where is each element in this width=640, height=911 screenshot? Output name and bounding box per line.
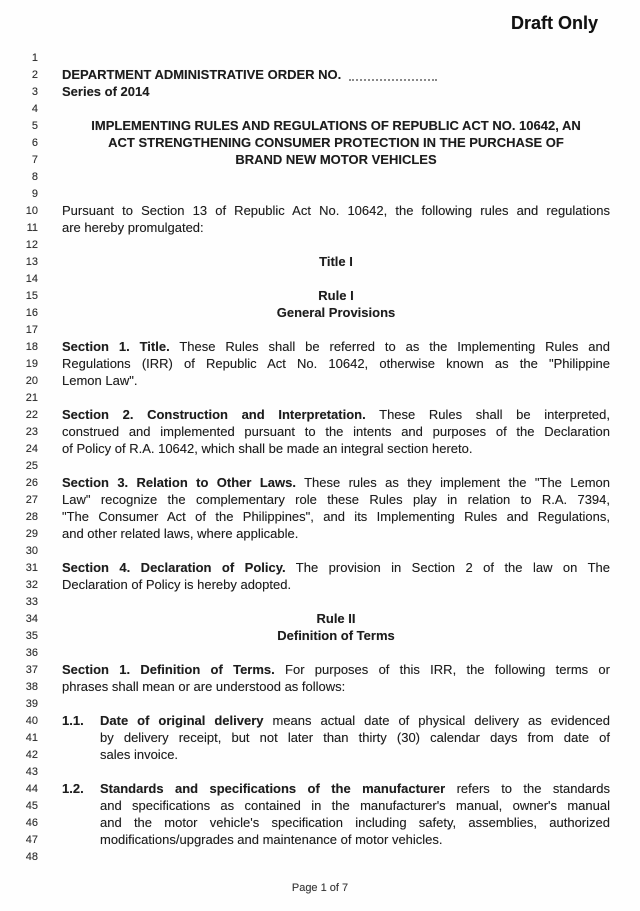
order-title: DEPARTMENT ADMINISTRATIVE ORDER NO.: [62, 67, 342, 82]
line-number: 38: [25, 681, 38, 693]
doc-line: [0, 236, 640, 253]
line-number: 46: [25, 817, 38, 829]
section-2-line: [62, 406, 610, 423]
line-text: are hereby promulgated:: [62, 220, 204, 235]
line-text: [62, 49, 610, 66]
line-text: Lemon Law".: [62, 373, 138, 388]
line-number: 33: [25, 596, 38, 608]
doc-line: [0, 355, 640, 372]
document-body: [0, 49, 640, 865]
line-text: [62, 593, 610, 610]
line-text: Law" recognize the complementary role these Rules play in relation to R.A. 7394,: [62, 492, 610, 507]
line-number: 21: [25, 392, 38, 404]
line-number: 31: [25, 562, 38, 574]
section-3-line: [62, 474, 610, 491]
line-number: 3: [31, 86, 38, 98]
doc-line: [0, 542, 640, 559]
doc-line: [0, 321, 640, 338]
doc-line: [0, 389, 640, 406]
line-number: 25: [25, 460, 38, 472]
line-text: For purposes of this IRR, the following terms or: [274, 662, 610, 677]
line-text: Regulations (IRR) of Republic Act No. 10642, otherwise known as the "Philippine: [62, 356, 610, 371]
section-2-label: Section 2. Construction and Interpretation.: [62, 407, 366, 422]
line-number: 2: [31, 69, 38, 81]
line-number: 48: [25, 851, 38, 863]
doc-line: [0, 406, 640, 423]
doc-line: [0, 508, 640, 525]
line-text: and specifications as contained in the manufacturer's manual, owner's manual: [100, 798, 610, 813]
line-number: 17: [25, 324, 38, 336]
line-number: 27: [25, 494, 38, 506]
defined-term: Standards and specifications of the manufacturer: [100, 781, 446, 796]
rule-2-heading: Rule II: [316, 611, 356, 626]
doc-line: [0, 831, 640, 848]
doc-line: [0, 372, 640, 389]
draft-only-watermark: Draft Only: [510, 13, 598, 33]
main-title-line: ACT STRENGTHENING CONSUMER PROTECTION IN THE PURCHASE OF: [108, 135, 564, 150]
line-number: 22: [25, 409, 38, 421]
item-marker: 1.2.: [62, 781, 84, 796]
doc-line: [0, 202, 640, 219]
doc-line: [0, 66, 640, 83]
line-text: phrases shall mean or are understood as follows:: [62, 679, 346, 694]
rule-1-subheading: General Provisions: [276, 305, 396, 320]
line-number: 41: [25, 732, 38, 744]
line-number: 45: [25, 800, 38, 812]
line-number: 39: [25, 698, 38, 710]
line-number: 29: [25, 528, 38, 540]
title-1-heading: Title I: [319, 254, 353, 269]
line-text: [62, 848, 610, 865]
doc-line: [0, 219, 640, 236]
line-number: 7: [31, 154, 38, 166]
line-number: 20: [25, 375, 38, 387]
line-number: 28: [25, 511, 38, 523]
doc-line: [0, 423, 640, 440]
line-text: sales invoice.: [100, 747, 179, 762]
doc-line: [0, 491, 640, 508]
line-text: [62, 236, 610, 253]
line-text: "The Consumer Act of the Philippines", and its Implementing Rules and Regulations,: [62, 509, 610, 524]
line-text: These Rules shall be referred to as the Implementing Rules and: [169, 339, 610, 354]
line-text: [62, 100, 610, 117]
series-line: [62, 83, 610, 100]
main-title-line: IMPLEMENTING RULES AND REGULATIONS OF REPUBLIC ACT NO. 10642, AN: [91, 118, 581, 133]
doc-line: [0, 797, 640, 814]
line-text: means actual date of physical delivery as evidenced: [263, 713, 610, 728]
doc-line: [0, 678, 640, 695]
doc-line: [0, 661, 640, 678]
line-text: by delivery receipt, but not later than thirty (30) calendar days from date of: [100, 730, 610, 745]
line-text: and the motor vehicle's specification including safety, assemblies, authorized: [100, 815, 610, 830]
doc-line: [0, 576, 640, 593]
line-number: 11: [26, 222, 38, 234]
doc-line: [0, 559, 640, 576]
line-text: The provision in Section 2 of the law on The: [285, 560, 610, 575]
line-number: 18: [25, 341, 38, 353]
line-number: 1: [31, 52, 38, 64]
line-text: [62, 168, 610, 185]
doc-line: [0, 287, 640, 304]
line-number: 43: [25, 766, 38, 778]
doc-line: [0, 763, 640, 780]
line-number: 37: [25, 664, 38, 676]
doc-line: [0, 780, 640, 797]
doc-line: [0, 168, 640, 185]
line-number: 40: [25, 715, 38, 727]
line-text: Declaration of Policy is hereby adopted.: [62, 577, 292, 592]
series-label: Series of 2014: [62, 84, 150, 99]
line-text: Pursuant to Section 13 of Republic Act No. 10642, the following rules and regulations: [62, 203, 610, 218]
line-number: 16: [25, 307, 38, 319]
line-text: of Policy of R.A. 10642, which shall be made an integral section hereto.: [62, 441, 473, 456]
rule-1-heading: Rule I: [318, 288, 354, 303]
doc-line: [0, 83, 640, 100]
line-text: [62, 321, 610, 338]
doc-line: [0, 338, 640, 355]
doc-line: [0, 440, 640, 457]
doc-line: [0, 185, 640, 202]
doc-line: [0, 848, 640, 865]
line-text: These Rules shall be interpreted,: [365, 407, 610, 422]
line-number: 42: [25, 749, 38, 761]
doc-line: [0, 610, 640, 627]
doc-line: [0, 457, 640, 474]
doc-line: [0, 253, 640, 270]
doc-line: [0, 134, 640, 151]
section-1-line: [62, 338, 610, 355]
line-text: construed and implemented pursuant to the intents and purposes of the Declaration: [62, 424, 610, 439]
line-text: [62, 270, 610, 287]
defined-term: Date of original delivery: [100, 713, 264, 728]
definition-1-1-line: [62, 712, 610, 729]
line-text: [62, 695, 610, 712]
section-4-line: [62, 559, 610, 576]
line-text: and other related laws, where applicable.: [62, 526, 299, 541]
doc-line: [0, 117, 640, 134]
line-text: modifications/upgrades and maintenance of motor vehicles.: [100, 832, 443, 847]
line-text: refers to the standards: [445, 781, 610, 796]
line-number: 13: [25, 256, 38, 268]
section-3-label: Section 3. Relation to Other Laws.: [62, 475, 296, 490]
line-number: 44: [25, 783, 38, 795]
doc-line: [0, 729, 640, 746]
line-text: These rules as they implement the "The Lemon: [295, 475, 611, 490]
doc-line: [0, 100, 640, 117]
line-text: [62, 763, 610, 780]
line-number: 8: [31, 171, 38, 183]
line-number: 36: [25, 647, 38, 659]
main-title-line: BRAND NEW MOTOR VEHICLES: [235, 152, 437, 167]
page-footer: Page 1 of 7: [291, 882, 349, 894]
doc-line: [0, 593, 640, 610]
doc-line: [0, 304, 640, 321]
doc-line: [0, 49, 640, 66]
section-4-label: Section 4. Declaration of Policy.: [62, 560, 286, 575]
line-number: 12: [25, 239, 38, 251]
line-number: 19: [25, 358, 38, 370]
doc-line: [0, 695, 640, 712]
line-number: 32: [25, 579, 38, 591]
definition-section-label: Section 1. Definition of Terms.: [62, 662, 275, 677]
line-number: 15: [25, 290, 38, 302]
order-title-line: [62, 66, 610, 83]
line-text: [62, 185, 610, 202]
line-number: 24: [25, 443, 38, 455]
rule-2-subheading: Definition of Terms: [277, 628, 395, 643]
definition-section-line: [62, 661, 610, 678]
line-number: 26: [25, 477, 38, 489]
line-text: [62, 389, 610, 406]
line-text: [62, 644, 610, 661]
doc-line: [0, 627, 640, 644]
line-number: 34: [25, 613, 38, 625]
doc-line: [0, 474, 640, 491]
definition-1-2-line: [62, 780, 610, 797]
line-number: 6: [31, 137, 38, 149]
order-number-blank: [349, 68, 437, 81]
line-number: 35: [25, 630, 38, 642]
line-number: 47: [25, 834, 38, 846]
line-number: 14: [25, 273, 38, 285]
line-number: 23: [25, 426, 38, 438]
line-number: 9: [31, 188, 38, 200]
line-text: [62, 457, 610, 474]
item-marker: 1.1.: [62, 713, 84, 728]
line-number: 4: [31, 103, 38, 115]
line-text: [62, 542, 610, 559]
doc-line: [0, 746, 640, 763]
doc-line: [0, 814, 640, 831]
line-number: 10: [25, 205, 38, 217]
doc-line: [0, 151, 640, 168]
doc-line: [0, 644, 640, 661]
doc-line: [0, 525, 640, 542]
doc-line: [0, 270, 640, 287]
section-1-label: Section 1. Title.: [62, 339, 170, 354]
doc-line: [0, 712, 640, 729]
line-number: 5: [31, 120, 38, 132]
line-number: 30: [25, 545, 38, 557]
